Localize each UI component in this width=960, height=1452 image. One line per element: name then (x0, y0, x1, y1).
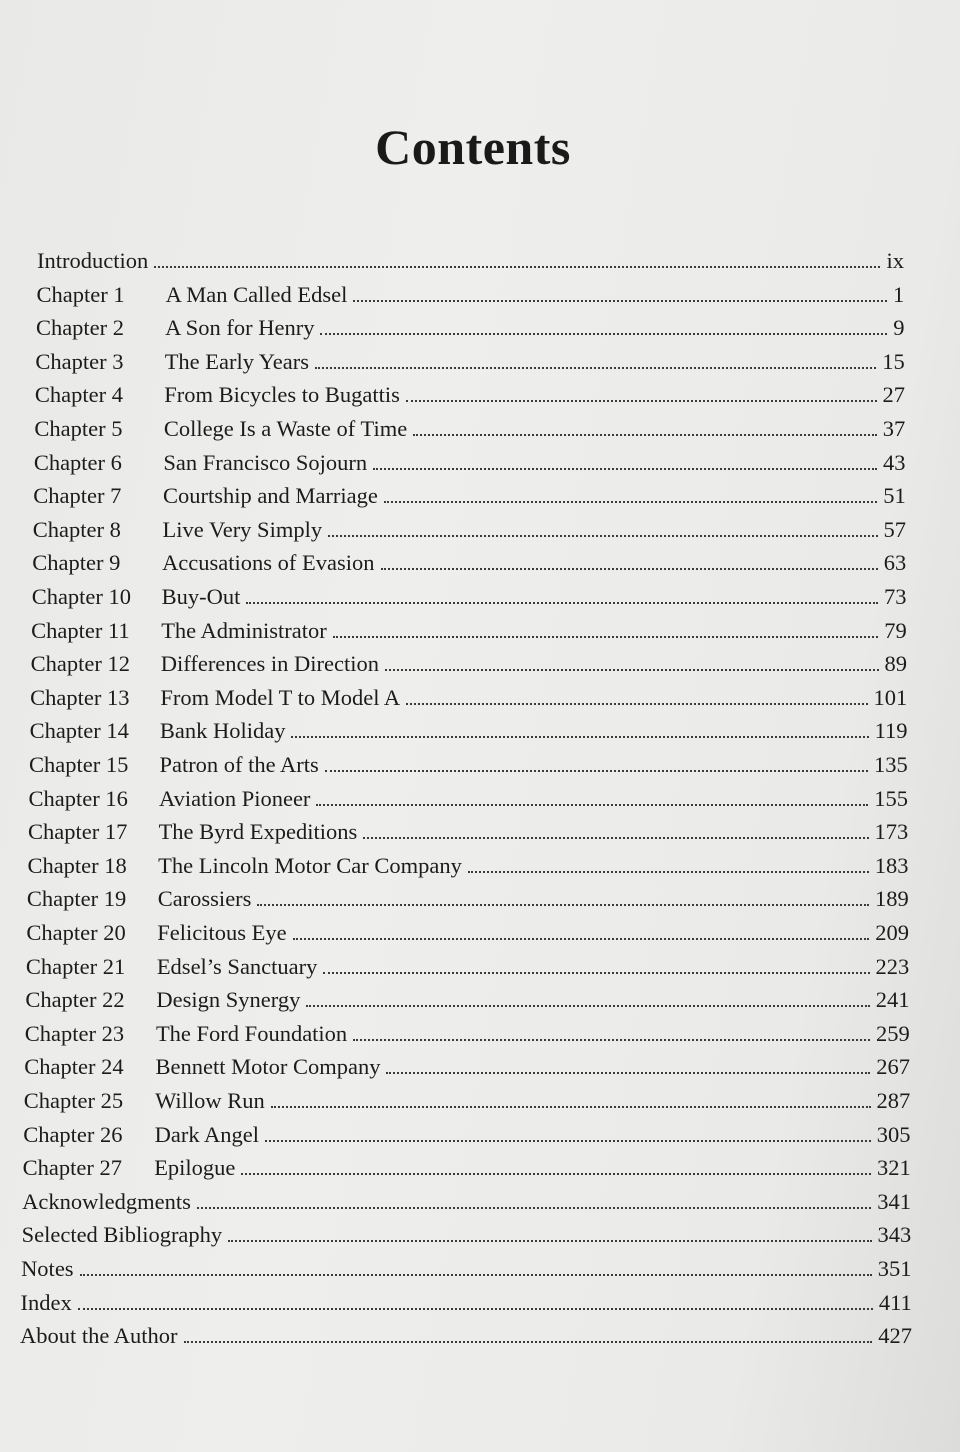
toc-entry-title: Differences in Direction (160, 651, 379, 677)
dot-leader (406, 703, 867, 705)
dot-leader (373, 468, 877, 470)
toc-entry-label: Chapter 27 (22, 1155, 123, 1181)
toc-entry (28, 815, 908, 845)
toc-entry (31, 614, 907, 644)
toc-entry-label: Chapter 1 (36, 281, 125, 307)
dot-leader (384, 501, 877, 503)
toc-entry (32, 580, 907, 610)
toc-entry-title: Dark Angel (154, 1121, 259, 1147)
toc-entry-page-number: 73 (884, 584, 907, 609)
toc-entry (35, 345, 904, 375)
dot-leader (468, 871, 869, 873)
dot-leader (265, 1140, 871, 1142)
toc-entry (32, 546, 906, 576)
toc-entry (33, 513, 906, 543)
dot-leader (315, 367, 876, 369)
toc-entry-page-number: ix (886, 248, 904, 273)
toc-entry-title: Live Very Simply (162, 516, 323, 542)
toc-entry-label: Chapter 23 (24, 1020, 125, 1046)
toc-entry-page-number: 27 (882, 382, 905, 408)
toc-entry-label: Chapter 4 (34, 382, 123, 408)
toc-entry-title: From Bicycles to Bugattis (164, 382, 400, 408)
toc-entry-page-number: 209 (875, 920, 909, 945)
toc-entry-page-number: 343 (877, 1222, 912, 1248)
toc-entry-page-number: 101 (873, 684, 908, 710)
toc-entry-label: Introduction (37, 248, 149, 273)
dot-leader (80, 1274, 872, 1276)
toc-entry-page-number: 411 (878, 1289, 912, 1315)
toc-entry-page-number: 189 (875, 886, 909, 912)
toc-entry-label: Chapter 2 (35, 315, 125, 341)
dot-leader (406, 400, 877, 402)
toc-entry-page-number: 287 (876, 1088, 911, 1113)
dot-leader (306, 1005, 869, 1007)
toc-entry-title: Design Synergy (156, 987, 301, 1013)
dot-leader (271, 1106, 871, 1108)
toc-entry-title: A Man Called Edsel (165, 281, 348, 307)
dot-leader (184, 1341, 873, 1343)
toc-entry-page-number: 173 (874, 819, 909, 845)
toc-entry-label: Chapter 5 (34, 416, 123, 441)
dot-leader (386, 1072, 870, 1074)
dot-leader (363, 837, 868, 839)
toc-entry-label: Chapter 24 (24, 1054, 124, 1080)
toc-entry-label: Chapter 20 (26, 920, 126, 945)
dot-leader (328, 535, 877, 537)
toc-entry (34, 446, 906, 476)
dot-leader (353, 300, 887, 302)
toc-entry-page-number: 37 (882, 416, 906, 441)
toc-entry-page-number: 119 (874, 718, 908, 744)
toc-entry (33, 479, 905, 509)
toc-entry-page-number: 1 (893, 281, 905, 307)
toc-entry (36, 311, 905, 341)
toc-entry-title: The Byrd Expeditions (158, 819, 358, 845)
toc-entry-title: Buy-Out (161, 584, 241, 609)
toc-entry-page-number: 51 (883, 483, 906, 509)
toc-entry-page-number: 241 (875, 987, 910, 1013)
toc-entry-title: Bank Holiday (159, 718, 286, 744)
toc-entry-page-number: 79 (884, 617, 907, 643)
toc-entry-title: Courtship and Marriage (162, 483, 378, 509)
dot-leader (385, 669, 879, 671)
toc-entry-title: Patron of the Arts (159, 752, 319, 777)
toc-entry-label: Chapter 21 (25, 953, 126, 979)
toc-entry (24, 1084, 911, 1114)
toc-entry-page-number: 43 (883, 449, 906, 475)
toc-entry-label: Chapter 18 (27, 852, 127, 878)
toc-entry-page-number: 135 (874, 752, 908, 777)
toc-entry-label: Chapter 12 (30, 651, 130, 677)
toc-entry-title: The Lincoln Motor Car Company (158, 852, 462, 878)
dot-leader (353, 1039, 870, 1041)
toc-entry-label: About the Author (20, 1323, 178, 1349)
toc-entry-label: Acknowledgments (22, 1188, 191, 1214)
toc-entry-label: Index (20, 1289, 72, 1315)
toc-entry-title: Epilogue (154, 1155, 236, 1181)
page-title: Contents (375, 119, 571, 175)
toc-entry-label: Chapter 26 (23, 1121, 123, 1147)
toc-entry-label: Chapter 16 (28, 785, 128, 811)
toc-entry (25, 983, 909, 1013)
toc-entry-page-number: 321 (877, 1155, 911, 1181)
dot-leader (78, 1308, 873, 1310)
dot-leader (320, 333, 887, 335)
toc-entry-title: Willow Run (155, 1088, 265, 1113)
toc-entry (31, 647, 907, 677)
toc-entry-label: Chapter 14 (29, 718, 129, 744)
toc-entry-title: Edsel’s Sanctuary (156, 953, 318, 979)
dot-leader (291, 736, 868, 738)
toc-entry-title: Carossiers (157, 886, 252, 912)
toc-entry-label: Chapter 13 (30, 684, 130, 710)
toc-entry-page-number: 267 (876, 1054, 910, 1080)
toc-entry (27, 849, 908, 879)
toc-entry (29, 748, 908, 778)
toc-entry-title: San Francisco Sojourn (163, 449, 368, 475)
toc-entry-label: Notes (21, 1256, 74, 1281)
toc-entry (35, 378, 905, 408)
toc-entry-title: Felicitous Eye (157, 920, 287, 945)
toc-entry-title: The Early Years (164, 348, 310, 374)
dot-leader (333, 636, 878, 638)
toc-entry-label: Chapter 22 (25, 987, 125, 1013)
toc-entry-page-number: 155 (874, 785, 908, 811)
toc-entry-page-number: 183 (874, 852, 909, 878)
toc-entry-page-number: 63 (883, 550, 907, 576)
toc-entry (20, 1319, 912, 1349)
dot-leader (228, 1240, 871, 1242)
toc-entry (27, 882, 909, 912)
toc-entry-title: The Administrator (161, 617, 327, 643)
toc-entry-label: Chapter 9 (32, 550, 121, 576)
toc-entry (26, 916, 909, 946)
toc-entry-page-number: 351 (877, 1256, 912, 1281)
dot-leader (316, 804, 868, 806)
toc-entry-title: A Son for Henry (165, 315, 315, 341)
toc-entry-page-number: 259 (876, 1020, 910, 1046)
toc-entry-label: Chapter 3 (35, 348, 124, 374)
toc-entry (37, 244, 904, 274)
toc-entry-label: Chapter 10 (31, 584, 132, 609)
toc-entry (23, 1151, 911, 1181)
toc-entry-label: Chapter 19 (26, 886, 127, 912)
toc-entry (22, 1185, 911, 1215)
toc-entry-title: The Ford Foundation (155, 1020, 348, 1046)
dot-leader (413, 434, 877, 436)
toc-entry-page-number: 57 (883, 516, 906, 542)
toc-entry (26, 950, 909, 980)
toc-entry-label: Chapter 7 (33, 483, 122, 509)
toc-entry (30, 714, 908, 744)
toc-entry-label: Chapter 6 (33, 449, 122, 475)
toc-entry-page-number: 15 (882, 348, 905, 374)
toc-entry (30, 681, 907, 711)
toc-entry-title: Accusations of Evasion (162, 550, 375, 576)
toc-entry (24, 1050, 910, 1080)
dot-leader (197, 1207, 871, 1209)
toc-entry-label: Chapter 8 (32, 516, 121, 542)
toc-entry-label: Chapter 17 (27, 819, 128, 845)
dot-leader (381, 568, 878, 570)
dot-leader (257, 904, 869, 906)
toc-entry-page-number: 9 (893, 315, 905, 341)
toc-entry-page-number: 89 (884, 651, 907, 677)
toc-entry-page-number: 223 (875, 953, 910, 979)
toc-entry-title: Bennett Motor Company (155, 1054, 381, 1080)
dot-leader (154, 266, 880, 268)
toc-entry-label: Chapter 15 (29, 752, 129, 777)
dot-leader (325, 770, 868, 772)
toc-entry-page-number: 427 (878, 1323, 912, 1349)
toc-entry-title: From Model T to Model A (160, 684, 401, 710)
toc-entry-label: Chapter 25 (23, 1088, 124, 1113)
dot-leader (241, 1173, 871, 1175)
toc-entry (25, 1017, 910, 1047)
toc-entry-label: Chapter 11 (31, 617, 130, 643)
toc-entry-title: College Is a Waste of Time (163, 416, 408, 441)
toc-entry (21, 1252, 911, 1282)
dot-leader (246, 602, 878, 604)
toc-entry (34, 412, 905, 442)
dot-leader (323, 972, 869, 974)
toc-entry (36, 278, 904, 308)
toc-entry-label: Selected Bibliography (21, 1222, 223, 1248)
toc-entry (21, 1286, 912, 1316)
toc-entry (29, 782, 909, 812)
toc-entry-page-number: 305 (876, 1121, 911, 1147)
toc-entry-title: Aviation Pioneer (159, 785, 311, 811)
dot-leader (293, 938, 870, 940)
toc-entry (23, 1118, 910, 1148)
toc-entry-page-number: 341 (877, 1188, 911, 1214)
toc-entry (22, 1218, 912, 1248)
